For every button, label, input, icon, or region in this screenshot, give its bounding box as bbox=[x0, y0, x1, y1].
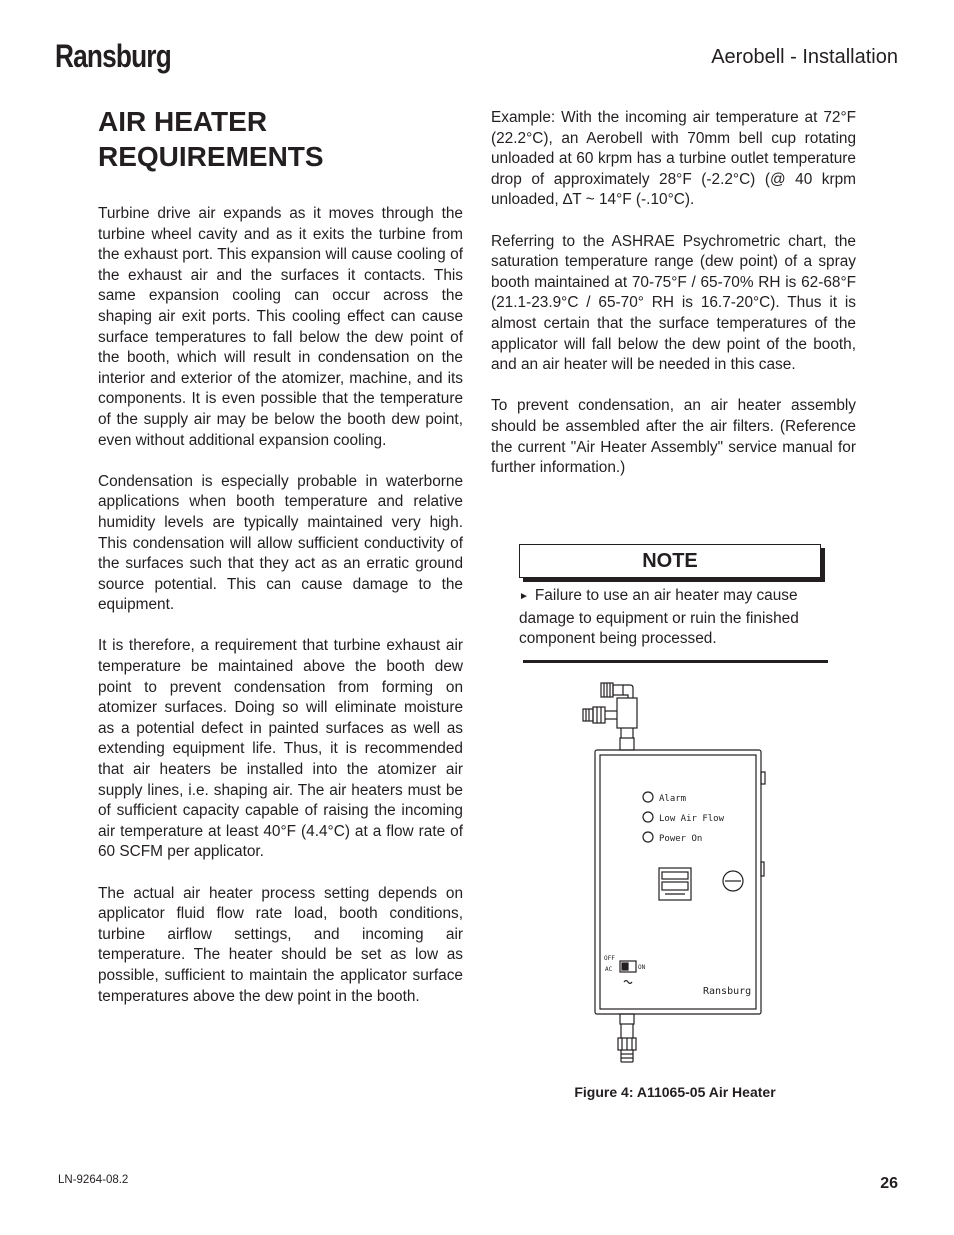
figure-caption: Figure 4: A11065-05 Air Heater bbox=[574, 1084, 776, 1100]
brand-logo: Ransburg bbox=[55, 38, 171, 74]
alarm-label: Alarm bbox=[659, 794, 687, 804]
power-on-label: Power On bbox=[659, 834, 703, 844]
bottom-fitting bbox=[620, 1014, 634, 1024]
alarm-light bbox=[643, 792, 653, 802]
right-column bbox=[491, 108, 856, 499]
temperature-controller bbox=[659, 868, 691, 900]
enclosure-brand-label: Ransburg bbox=[703, 986, 752, 997]
on-label: ON bbox=[638, 964, 646, 971]
paragraph: To prevent condensation, an air heater assembly should be assembled after the air filters. (Reference the current "Air Heater Assembly" service manual for further information.) bbox=[491, 397, 856, 477]
paragraph: Example: With the incoming air temperature at 72°F (22.2°C), an Aerobell with 70mm bell cup rotating unloaded at 60 krpm has a turbine outlet temperature drop of approximately 28°F (-2.2°C) (@ 40 krpm unloaded, ∆T ~ 14°F (-.10°C). bbox=[491, 109, 856, 209]
left-column bbox=[98, 204, 463, 1028]
off-label: OFF bbox=[604, 955, 615, 962]
note-box bbox=[519, 544, 821, 578]
hinge bbox=[761, 772, 765, 784]
note-text: Failure to use an air heater may cause damage to equipment or ruin the finished component being processed. bbox=[519, 587, 799, 648]
air-heater-figure bbox=[575, 676, 775, 1081]
triangle-bullet-icon: ► bbox=[519, 591, 529, 602]
note-divider bbox=[523, 660, 828, 663]
air-heater-diagram bbox=[575, 676, 775, 1076]
tee-fitting bbox=[617, 698, 637, 728]
paragraph: The actual air heater process setting depends on applicator fluid flow rate load, booth conditions, turbine airflow settings, and incoming air temperature. The heater should be set as low as possible, sufficient to maintain the applicator surface temperatures above the dew point in the booth. bbox=[98, 884, 463, 1005]
page-number: 26 bbox=[880, 1175, 898, 1192]
ac-label: AC bbox=[605, 966, 613, 973]
ac-symbol bbox=[624, 981, 632, 984]
document-number: LN-9264-08.2 bbox=[58, 1174, 129, 1186]
note-label: NOTE bbox=[642, 549, 698, 572]
note-text-block bbox=[519, 586, 831, 650]
power-on-light bbox=[643, 832, 653, 842]
paragraph: Referring to the ASHRAE Psychrometric chart, the saturation temperature range (dew point) of a spray booth maintained at 70-75°F / 65-70% RH is 62-68°F (21.1-23.9°C / 65-70° RH is 16.7-20°C). Thus it is almost certain that the surface temperatures of the applicator will fall below the dew point of the booth, and an air heater will be needed in this case. bbox=[491, 232, 856, 374]
section-title: Aerobell - Installation bbox=[711, 46, 898, 68]
page-title: AIR HEATER REQUIREMENTS bbox=[98, 106, 324, 172]
paragraph: It is therefore, a requirement that turbine exhaust air temperature be maintained above the booth dew point to prevent condensation from forming on atomizer surfaces. Doing so will eliminate moisture as a potential defect in painted surfaces as well as extending equipment life. Thus, it is recommended that air heaters be installed into the atomizer air supply lines, i.e. shaping air. The air heaters must be of sufficient capacity capable of raising the incoming air temperature at least 40°F (4.4°C) at a flow rate of 60 SCFM per applicator. bbox=[98, 637, 463, 861]
low-air-flow-label: Low Air Flow bbox=[659, 814, 725, 824]
hinge bbox=[761, 862, 764, 876]
paragraph: Condensation is especially probable in waterborne applications when booth temperature and relative humidity levels are typically maintained very high. This condensation will allow sufficient conductivity of the surfaces such that they act as an erratic ground source potential. This can cause damage to the equipment. bbox=[98, 472, 463, 614]
side-fitting bbox=[583, 709, 593, 721]
low-air-flow-light bbox=[643, 812, 653, 822]
paragraph: Turbine drive air expands as it moves through the turbine wheel cavity and as it exits the turbine from the exhaust port. This expansion will cause cooling of the exhaust air and the surfaces it contacts. This same expansion cooling can occur across the shaping air exit ports. This cooling effect can cause surface temperatures to fall below the dew point of the booth, which will result in condensation on the interior and exterior of the atomizer, machine, and its components. It is even possible that the temperature of the supply air may be below the booth dew point, even without additional expansion cooling. bbox=[98, 205, 463, 449]
